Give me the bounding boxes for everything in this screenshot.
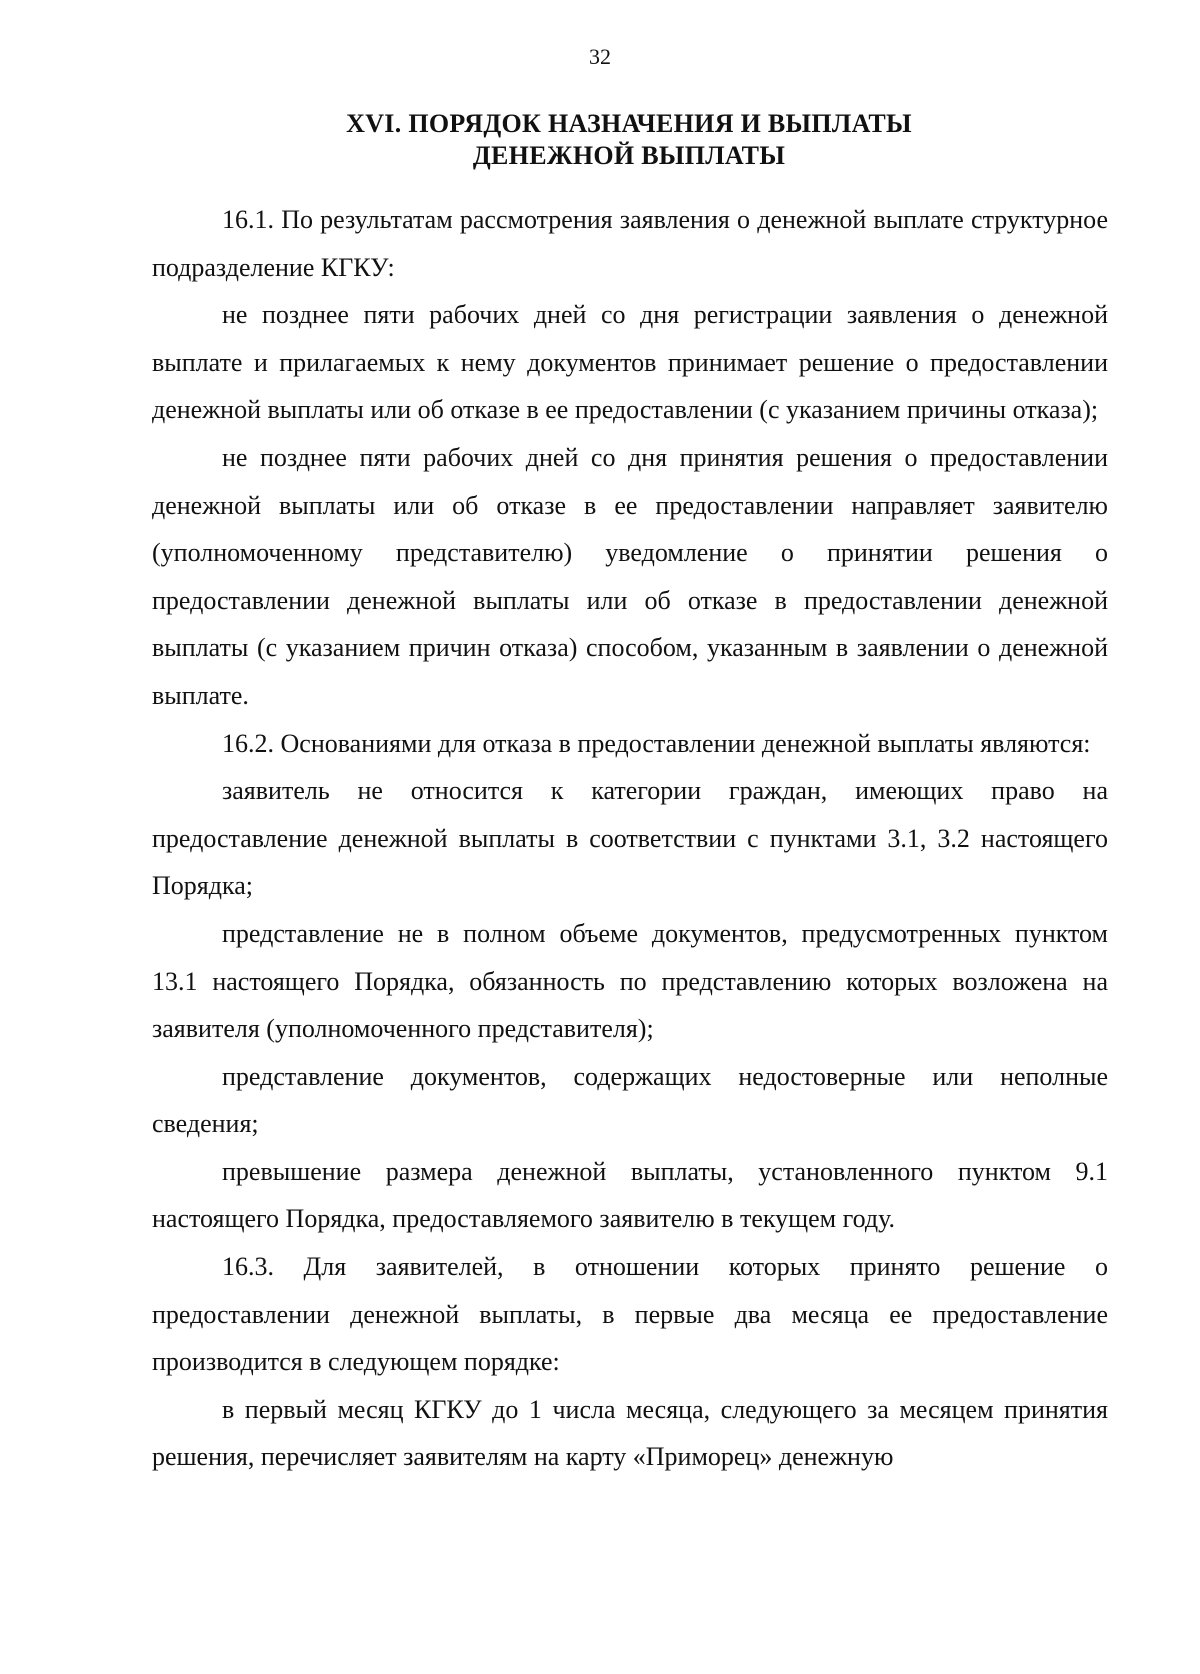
paragraph-16-1: 16.1. По результатам рассмотрения заявления о денежной выплате структурное подразделение КГКУ: (152, 205, 1108, 282)
paragraph-refusal-documents: представление не в полном объеме документов, предусмотренных пунктом 13.1 настоящего Порядка, обязанность по представлению которых возложена на заявителя (уполномоченного представителя); (152, 918, 1108, 1044)
paragraph-notification-term: не позднее пяти рабочих дней со дня принятия решения о предоставлении денежной выплаты или об отказе в ее предоставлении направляет заявителю (уполномоченному представителю) уведомление о принятии решения о предоставлении денежной выплаты или об отказе в предоставлении денежной выплаты (с указанием причин отказа) способом, указанным в заявлении о денежной выплате. (152, 442, 1108, 710)
section-title-line-2: ДЕНЕЖНОЙ ВЫПЛАТЫ (472, 141, 786, 170)
paragraph-16-2: 16.2. Основаниями для отказа в предоставлении денежной выплаты являются: (222, 728, 1091, 758)
page-number: 32 (589, 44, 611, 69)
paragraph-decision-term: не позднее пяти рабочих дней со дня регистрации заявления о денежной выплате и прилагаемых к нему документов принимает решение о предоставлении денежной выплаты или об отказе в ее предоставлении (с указанием причины отказа); (152, 300, 1108, 425)
section-title-line-1: XVI. ПОРЯДОК НАЗНАЧЕНИЯ И ВЫПЛАТЫ (346, 109, 912, 138)
paragraph-refusal-limit: превышение размера денежной выплаты, установленного пунктом 9.1 настоящего Порядка, предоставляемого заявителю в текущем году. (152, 1156, 1108, 1234)
paragraph-refusal-category: заявитель не относится к категории граждан, имеющих право на предоставление денежной выплаты в соответствии с пунктами 3.1, 3.2 настоящего Порядка; (152, 776, 1108, 901)
paragraph-refusal-false-info: представление документов, содержащих недостоверные или неполные сведения; (152, 1061, 1108, 1139)
paragraph-first-month: в первый месяц КГКУ до 1 числа месяца, следующего за месяцем принятия решения, перечисляет заявителям на карту «Приморец» денежную (152, 1394, 1108, 1472)
paragraph-16-3: 16.3. Для заявителей, в отношении которых принято решение о предоставлении денежной выплаты, в первые два месяца ее предоставление производится в следующем порядке: (152, 1252, 1108, 1377)
document-body (152, 196, 1108, 1481)
section-title (150, 108, 1108, 172)
